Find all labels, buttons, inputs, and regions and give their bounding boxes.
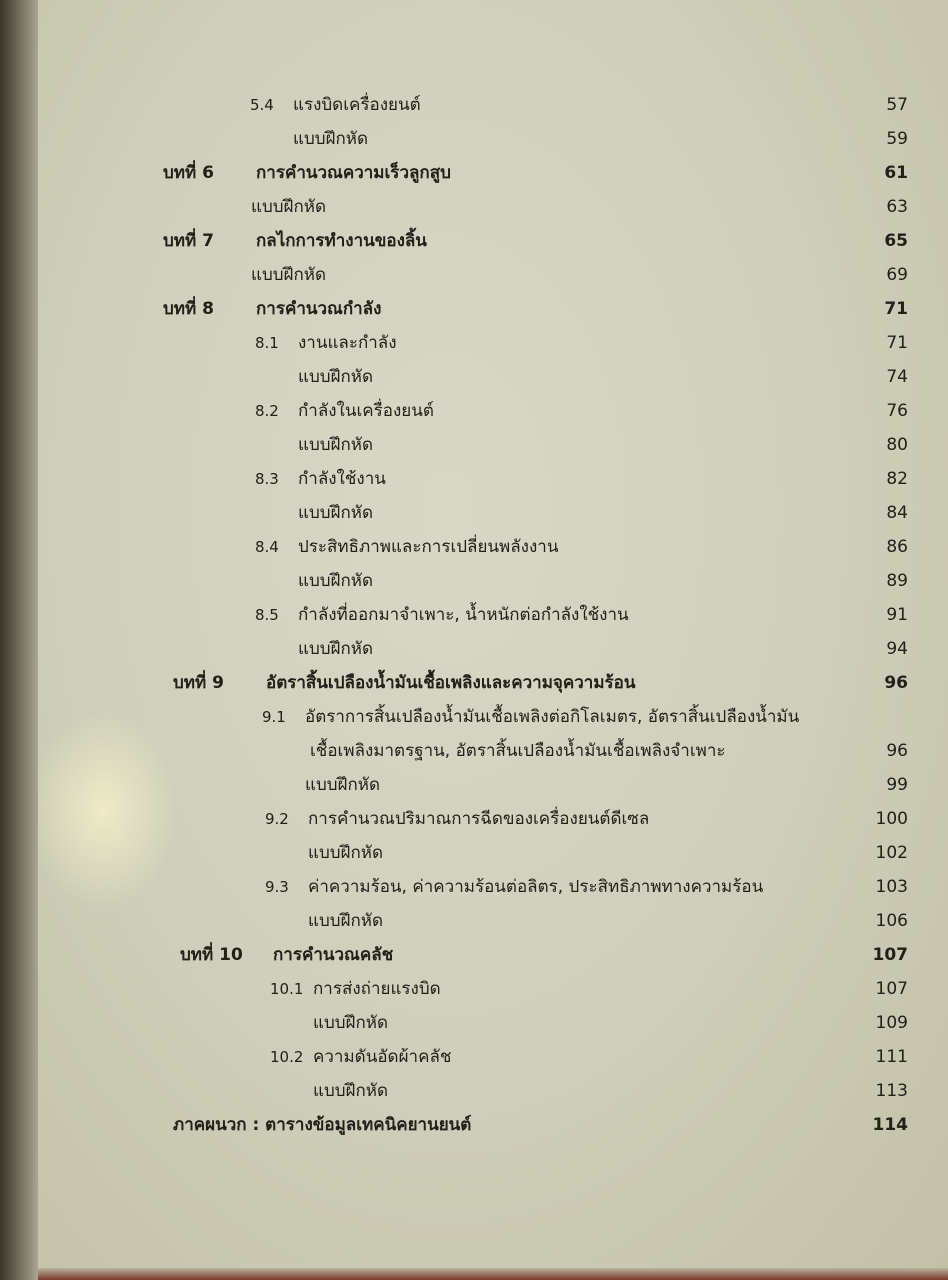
- entry-title: ภาคผนวก : ตารางข้อมูลเทคนิคยานยนต์: [173, 1115, 472, 1135]
- chapter-number: บทที่ 9: [173, 673, 224, 693]
- toc-row: [38, 1076, 948, 1106]
- toc-row: [38, 804, 948, 834]
- section-number: 8.3: [255, 470, 279, 488]
- entry-title: แบบฝึกหัด: [298, 639, 374, 659]
- entry-title: แบบฝึกหัด: [313, 1013, 389, 1033]
- section-number: 5.4: [250, 96, 274, 114]
- page-number: 71: [886, 333, 908, 353]
- entry-title: การคำนวณความเร็วลูกสูบ: [256, 163, 451, 183]
- toc-row: [38, 362, 948, 392]
- toc-row: [38, 124, 948, 154]
- page-number: 91: [886, 605, 908, 625]
- page-number: 86: [886, 537, 908, 557]
- entry-title: แบบฝึกหัด: [298, 367, 374, 387]
- page-number: 107: [872, 945, 908, 965]
- page-number: 65: [884, 231, 908, 251]
- page-number: 57: [886, 95, 908, 115]
- toc-row: [38, 328, 948, 358]
- entry-title: กำลังใช้งาน: [298, 469, 386, 489]
- page-number: 61: [884, 163, 908, 183]
- section-number: 8.1: [255, 334, 279, 352]
- page-number: 89: [886, 571, 908, 591]
- book-binding-shadow: [0, 0, 38, 1280]
- entry-title: แบบฝึกหัด: [305, 775, 381, 795]
- page-number: 103: [875, 877, 908, 897]
- section-number: 8.4: [255, 538, 279, 556]
- entry-title: กำลังในเครื่องยนต์: [298, 401, 434, 421]
- page-number: 71: [884, 299, 908, 319]
- page-number: 109: [875, 1013, 908, 1033]
- toc-row: [38, 498, 948, 528]
- page-number: 111: [875, 1047, 908, 1067]
- toc-row: [38, 906, 948, 936]
- entry-title: กลไกการทำงานของลิ้น: [256, 231, 427, 251]
- page-number: 96: [886, 741, 908, 761]
- entry-title: ค่าความร้อน, ค่าความร้อนต่อลิตร, ประสิทธิภาพทางความร้อน: [308, 877, 764, 897]
- toc-row: [38, 260, 948, 290]
- toc-chapter-row: [38, 940, 948, 970]
- page-number: 102: [875, 843, 908, 863]
- toc-row: [38, 634, 948, 664]
- page-number: 96: [884, 673, 908, 693]
- toc-row: [38, 430, 948, 460]
- entry-title: การส่งถ่ายแรงบิด: [313, 979, 441, 999]
- entry-title: แรงบิดเครื่องยนต์: [293, 95, 421, 115]
- toc-row: [38, 566, 948, 596]
- entry-title: แบบฝึกหัด: [251, 265, 327, 285]
- toc-row: [38, 736, 948, 766]
- book-page: [38, 0, 948, 1272]
- entry-title: แบบฝึกหัด: [308, 843, 384, 863]
- toc-chapter-row: [38, 668, 948, 698]
- page-number: 100: [875, 809, 908, 829]
- entry-title: การคำนวณคลัช: [273, 945, 394, 965]
- page-number: 63: [886, 197, 908, 217]
- section-number: 9.1: [262, 708, 286, 726]
- toc-row: [38, 90, 948, 120]
- toc-row: [38, 464, 948, 494]
- toc-row: [38, 1008, 948, 1038]
- entry-title: แบบฝึกหัด: [298, 571, 374, 591]
- toc-row: [38, 872, 948, 902]
- section-number: 8.2: [255, 402, 279, 420]
- page-number: 59: [886, 129, 908, 149]
- chapter-number: บทที่ 7: [163, 231, 214, 251]
- page-number: 80: [886, 435, 908, 455]
- chapter-number: บทที่ 6: [163, 163, 214, 183]
- page-number: 76: [886, 401, 908, 421]
- entry-title: การคำนวณกำลัง: [256, 299, 382, 319]
- entry-title: แบบฝึกหัด: [313, 1081, 389, 1101]
- entry-title: งานและกำลัง: [298, 333, 397, 353]
- page-number: 94: [886, 639, 908, 659]
- toc-row: [38, 396, 948, 426]
- page-number: 84: [886, 503, 908, 523]
- toc-appendix-row: [38, 1110, 948, 1140]
- entry-title: ประสิทธิภาพและการเปลี่ยนพลังงาน: [298, 537, 559, 557]
- section-number: 9.3: [265, 878, 289, 896]
- entry-title: อัตราสิ้นเปลืองน้ำมันเชื้อเพลิงและความจุความร้อน: [266, 673, 636, 693]
- page-number: 99: [886, 775, 908, 795]
- toc-row: [38, 838, 948, 868]
- entry-title: เชื้อเพลิงมาตรฐาน, อัตราสิ้นเปลืองน้ำมันเชื้อเพลิงจำเพาะ: [310, 741, 726, 761]
- toc-row: [38, 1042, 948, 1072]
- page-number: 69: [886, 265, 908, 285]
- entry-title: ความดันอัดผ้าคลัช: [313, 1047, 452, 1067]
- entry-title: แบบฝึกหัด: [308, 911, 384, 931]
- page-number: 113: [875, 1081, 908, 1101]
- toc-row: [38, 192, 948, 222]
- chapter-number: บทที่ 10: [180, 945, 243, 965]
- page-number: 114: [872, 1115, 908, 1135]
- toc-row: [38, 770, 948, 800]
- toc-row: [38, 974, 948, 1004]
- toc-chapter-row: [38, 294, 948, 324]
- section-number: 10.1: [270, 980, 304, 998]
- section-number: 10.2: [270, 1048, 304, 1066]
- section-number: 9.2: [265, 810, 289, 828]
- toc-chapter-row: [38, 158, 948, 188]
- toc-row: [38, 702, 948, 732]
- chapter-number: บทที่ 8: [163, 299, 214, 319]
- toc-row: [38, 532, 948, 562]
- toc-chapter-row: [38, 226, 948, 256]
- toc-row: [38, 600, 948, 630]
- entry-title: อัตราการสิ้นเปลืองน้ำมันเชื้อเพลิงต่อกิโลเมตร, อัตราสิ้นเปลืองน้ำมัน: [305, 707, 800, 727]
- entry-title: กำลังที่ออกมาจำเพาะ, น้ำหนักต่อกำลังใช้งาน: [298, 605, 629, 625]
- page-bottom-edge: [38, 1268, 948, 1280]
- page-number: 106: [875, 911, 908, 931]
- entry-title: แบบฝึกหัด: [298, 503, 374, 523]
- entry-title: แบบฝึกหัด: [251, 197, 327, 217]
- section-number: 8.5: [255, 606, 279, 624]
- page-number: 74: [886, 367, 908, 387]
- entry-title: การคำนวณปริมาณการฉีดของเครื่องยนต์ดีเซล: [308, 809, 650, 829]
- page-number: 107: [875, 979, 908, 999]
- entry-title: แบบฝึกหัด: [293, 129, 369, 149]
- page-number: 82: [886, 469, 908, 489]
- entry-title: แบบฝึกหัด: [298, 435, 374, 455]
